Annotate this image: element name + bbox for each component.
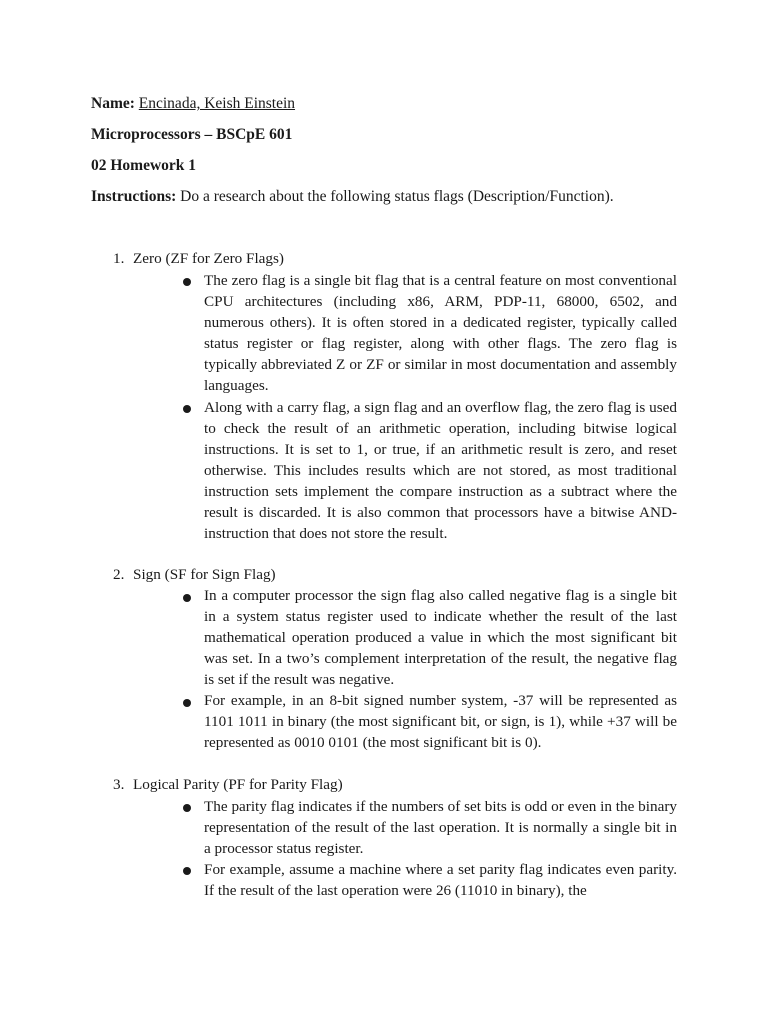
section-number: 3. xyxy=(113,776,125,793)
course-line xyxy=(91,126,292,144)
section-title: Zero (ZF for Zero Flags) xyxy=(133,250,284,267)
section-title: Sign (SF for Sign Flag) xyxy=(133,566,276,583)
bullet-icon xyxy=(183,405,191,413)
list-item: In a computer processor the sign flag also called negative flag is a single bit in a system status register used to indicate whether the result of the last mathematical operation produced a value in which the most significant bit was set. In a two’s complement interpretation of the result, the negative flag is set if the result was negative. xyxy=(204,587,677,688)
course-title: Microprocessors – BSCpE 601 xyxy=(91,126,293,143)
bullet-icon xyxy=(183,804,191,812)
bullet-icon xyxy=(183,867,191,875)
list-item: The zero flag is a single bit flag that is a central feature on most conventional CPU architectures (including x86, ARM, PDP-11, 68000, 6502, and numerous others). It is often stored in a dedicated register, typically called status register or flag register, along with other flags. The zero flag is typically abbreviated Z or ZF or similar in most documentation and assembly languages. xyxy=(204,272,677,394)
section-title: Logical Parity (PF for Parity Flag) xyxy=(133,776,343,793)
section-sign-title xyxy=(113,566,276,584)
bullet-icon xyxy=(183,699,191,707)
section-zero-title xyxy=(113,250,284,268)
list-item: Along with a carry flag, a sign flag and an overflow flag, the zero flag is used to check the result of an arithmetic operation, including bitwise logical instructions. It is set to 1, or true, if an arithmetic result is zero, and reset otherwise. This includes results which are not stored, as most traditional instruction sets implement the compare instruction as a subtract where the result is discarded. It is also common that processors have a bitwise AND-instruction that does not store the result. xyxy=(204,399,677,542)
instructions-text: Do a research about the following status flags (Description/Function). xyxy=(180,188,614,205)
assignment-line xyxy=(91,157,196,175)
section-parity-title xyxy=(113,776,343,794)
list-item: The parity flag indicates if the numbers of set bits is odd or even in the binary representation of the result of the last operation. It is normally a single bit in a processor status register. xyxy=(204,798,677,857)
name-line xyxy=(91,95,295,113)
section-number: 2. xyxy=(113,566,125,583)
section-number: 1. xyxy=(113,250,125,267)
bullet-icon xyxy=(183,594,191,602)
instructions-label: Instructions: xyxy=(91,188,177,205)
list-item: For example, assume a machine where a set parity flag indicates even parity. If the result of the last operation were 26 (11010 in binary), the xyxy=(204,861,677,899)
student-name: Encinada, Keish Einstein xyxy=(138,95,296,112)
list-item: For example, in an 8-bit signed number system, -37 will be represented as 1101 1011 in binary (the most significant bit, or sign, is 1), while +37 will be represented as 0010 0101 (the most significant bit is 0). xyxy=(204,692,677,751)
instructions-line xyxy=(91,188,614,206)
assignment-title: 02 Homework 1 xyxy=(91,157,197,174)
name-label: Name: xyxy=(91,95,135,112)
bullet-icon xyxy=(183,278,191,286)
